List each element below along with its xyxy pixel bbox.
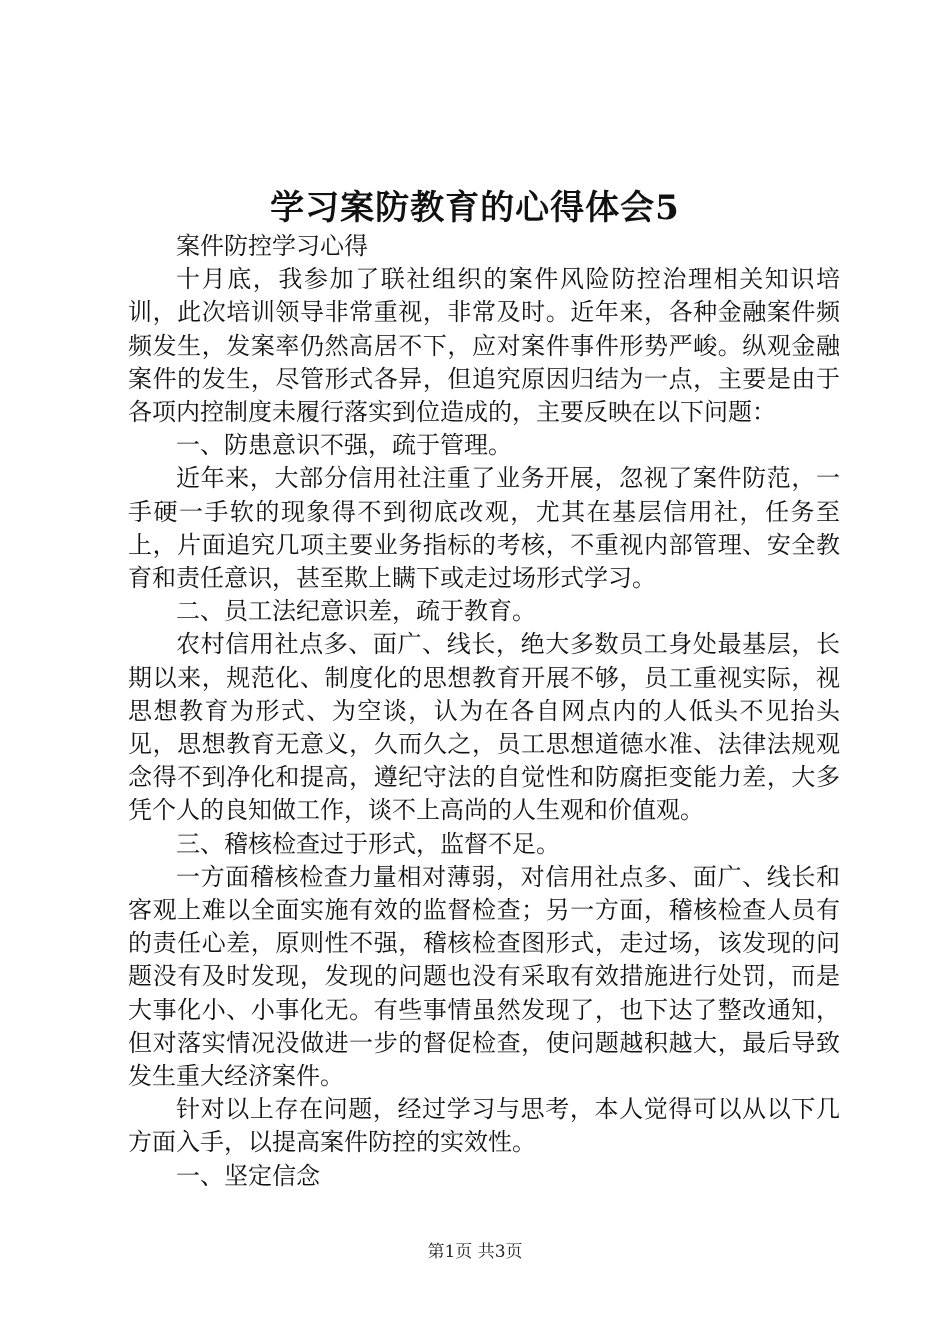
section-heading-2: 二、员工法纪意识差，疏于教育。 xyxy=(176,597,536,626)
section-heading-3: 三、稽核检查过于形式，监督不足。 xyxy=(176,829,560,858)
section-heading-4: 一、坚定信念 xyxy=(176,1161,320,1190)
section-heading-1: 一、防患意识不强，疏于管理。 xyxy=(176,431,512,460)
document-body xyxy=(128,230,840,1193)
paragraph-section-3: 一方面稽核检查力量相对薄弱，对信用社点多、面广、线长和客观上难以全面实施有效的监督检查；另一方面，稽核检查人员有的责任心差，原则性不强，稽核检查图形式，走过场，该发现的问题没有及时发现，发现的问题也没有采取有效措施进行处罚，而是大事化小、小事化无。有些事情虽然发现了，也下达了整改通知，但对落实情况没做进一步的督促检查，使问题越积越大，最后导致发生重大经济案件。 xyxy=(128,862,840,1091)
document-title: 学习案防教育的心得体会5 xyxy=(270,188,680,228)
paragraph-section-2: 农村信用社点多、面广、线长，绝大多数员工身处最基层，长期以来，规范化、制度化的思想教育开展不够，员工重视实际，视思想教育为形式、为空谈，认为在各自网点内的人低头不见抬头见，思想教育无意义，久而久之，员工思想道德水准、法律法规观念得不到净化和提高，遵纪守法的自觉性和防腐拒变能力差，大多凭个人的良知做工作，谈不上高尚的人生观和价值观。 xyxy=(128,630,840,825)
paragraph-subtitle: 案件防控学习心得 xyxy=(176,232,368,260)
paragraph-section-1: 近年来，大部分信用社注重了业务开展，忽视了案件防范，一手硬一手软的现象得不到彻底改观，尤其在基层信用社，任务至上，片面追究几项主要业务指标的考核，不重视内部管理、安全教育和责任意识，甚至欺上瞒下或走过场形式学习。 xyxy=(128,464,840,593)
page-number-label: 第1页 共3页 xyxy=(427,1242,523,1262)
paragraph-intro: 十月底，我参加了联社组织的案件风险防控治理相关知识培训，此次培训领导非常重视，非常及时。近年来，各种金融案件频频发生，发案率仍然高居不下，应对案件事件形势严峻。纵观金融案件的发生，尽管形式各异，但追究原因归结为一点，主要是由于各项内控制度未履行落实到位造成的，主要反映在以下问题： xyxy=(128,265,840,427)
paragraph-transition: 针对以上存在问题，经过学习与思考，本人觉得可以从以下几方面入手，以提高案件防控的实效性。 xyxy=(128,1095,840,1157)
page-footer xyxy=(0,1240,950,1264)
